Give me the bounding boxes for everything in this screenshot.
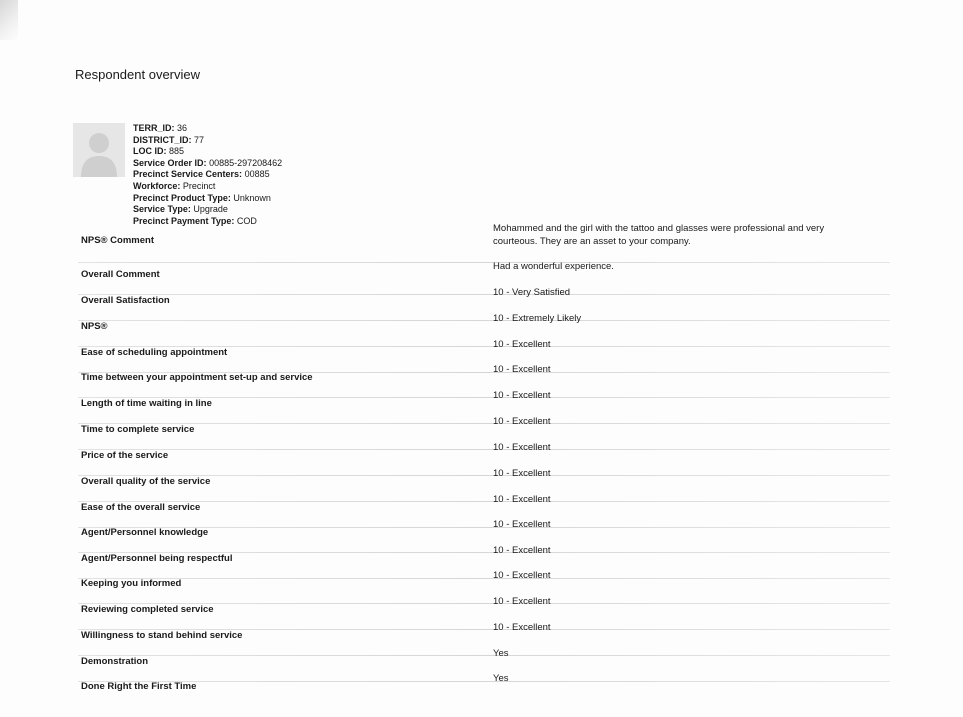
info-value: 00885 — [244, 169, 270, 180]
answer-value: 10 - Excellent — [493, 468, 551, 479]
info-row-loc-id — [133, 146, 282, 158]
response-row — [78, 287, 890, 321]
info-value: COD — [236, 215, 257, 226]
answer-value: 10 - Excellent — [493, 545, 551, 556]
row-divider — [78, 262, 890, 263]
response-row — [78, 570, 890, 604]
question-label: Time between your appointment set-up and service — [81, 372, 313, 383]
question-label: Overall quality of the service — [81, 476, 211, 487]
answer-value: Yes — [493, 648, 509, 659]
answer-value: Mohammed and the girl with the tattoo and glasses were professional and very courteous. They are an asset to your company. — [493, 223, 825, 247]
info-value: 77 — [194, 134, 205, 145]
answer-value: 10 - Very Satisfied — [493, 287, 571, 298]
answer-value: 10 - Excellent — [493, 442, 551, 453]
question-label: Keeping you informed — [81, 578, 182, 589]
response-row — [78, 596, 890, 630]
answer-value: Yes — [493, 673, 509, 684]
question-label: Done Right the First Time — [81, 681, 197, 692]
info-row-service-centers — [133, 169, 282, 181]
info-label: Precinct Payment Type: — [133, 215, 235, 226]
info-label: Service Order ID: — [133, 157, 207, 168]
answer-value: 10 - Extremely Likely — [493, 313, 582, 324]
info-label: Precinct Service Centers: — [133, 169, 243, 180]
info-value: 36 — [177, 123, 188, 133]
info-label: DISTRICT_ID: — [133, 134, 192, 145]
answer-value: 10 - Excellent — [493, 339, 551, 350]
question-label: Ease of the overall service — [81, 502, 201, 513]
answer-value: 10 - Excellent — [493, 570, 551, 581]
info-value: Unknown — [233, 192, 271, 203]
response-row — [78, 390, 890, 424]
info-label: LOC ID: — [133, 146, 167, 157]
question-label: Overall Comment — [81, 269, 160, 280]
response-row — [78, 648, 890, 682]
question-label: Agent/Personnel knowledge — [81, 527, 209, 538]
info-label: TERR_ID: — [133, 123, 175, 133]
question-label: NPS® — [81, 321, 108, 332]
question-label: Time to complete service — [81, 424, 195, 435]
respondent-info — [133, 123, 282, 227]
question-label: Price of the service — [81, 450, 169, 461]
question-label: Length of time waiting in line — [81, 398, 212, 409]
info-row-workforce — [133, 181, 282, 193]
response-row — [78, 223, 890, 263]
answer-value: 10 - Excellent — [493, 622, 551, 633]
answer-value: 10 - Excellent — [493, 519, 551, 530]
response-row — [78, 673, 890, 703]
answer-value: 10 - Excellent — [493, 364, 551, 375]
response-row — [78, 468, 890, 502]
response-row — [78, 622, 890, 656]
question-label: Willingness to stand behind service — [81, 630, 243, 641]
response-row — [78, 519, 890, 553]
response-row — [78, 442, 890, 476]
scan-edge-shadow — [0, 0, 18, 40]
response-row — [78, 261, 890, 295]
question-label: Agent/Personnel being respectful — [81, 553, 233, 564]
question-label: Ease of scheduling appointment — [81, 347, 228, 358]
answer-value: 10 - Excellent — [493, 416, 551, 427]
answer-value: 10 - Excellent — [493, 494, 551, 505]
info-value: Upgrade — [193, 204, 228, 215]
question-label: Overall Satisfaction — [81, 295, 170, 306]
info-row-terr-id — [133, 123, 282, 135]
info-label: Service Type: — [133, 204, 191, 215]
info-row-service-type — [133, 204, 282, 216]
question-label: Reviewing completed service — [81, 604, 214, 615]
info-label: Precinct Product Type: — [133, 192, 231, 203]
info-value: 00885-297208462 — [209, 157, 283, 168]
page-title: Respondent overview — [75, 67, 201, 82]
answer-value: 10 - Excellent — [493, 390, 551, 401]
answer-value: Had a wonderful experience. — [493, 261, 614, 272]
response-row — [78, 339, 890, 373]
response-row — [78, 494, 890, 528]
avatar-person-icon — [73, 123, 125, 177]
response-row — [78, 364, 890, 398]
info-value: Precinct — [182, 180, 216, 191]
response-row — [78, 416, 890, 450]
response-row — [78, 313, 890, 347]
info-row-service-order-id — [133, 158, 282, 170]
info-row-product-type — [133, 193, 282, 205]
question-label: NPS® Comment — [81, 235, 154, 246]
info-row-district-id — [133, 135, 282, 147]
response-row — [78, 545, 890, 579]
info-value: 885 — [169, 146, 185, 157]
info-label: Workforce: — [133, 180, 181, 191]
answer-value: 10 - Excellent — [493, 596, 551, 607]
question-label: Demonstration — [81, 656, 149, 667]
info-row-payment-type — [133, 216, 282, 228]
